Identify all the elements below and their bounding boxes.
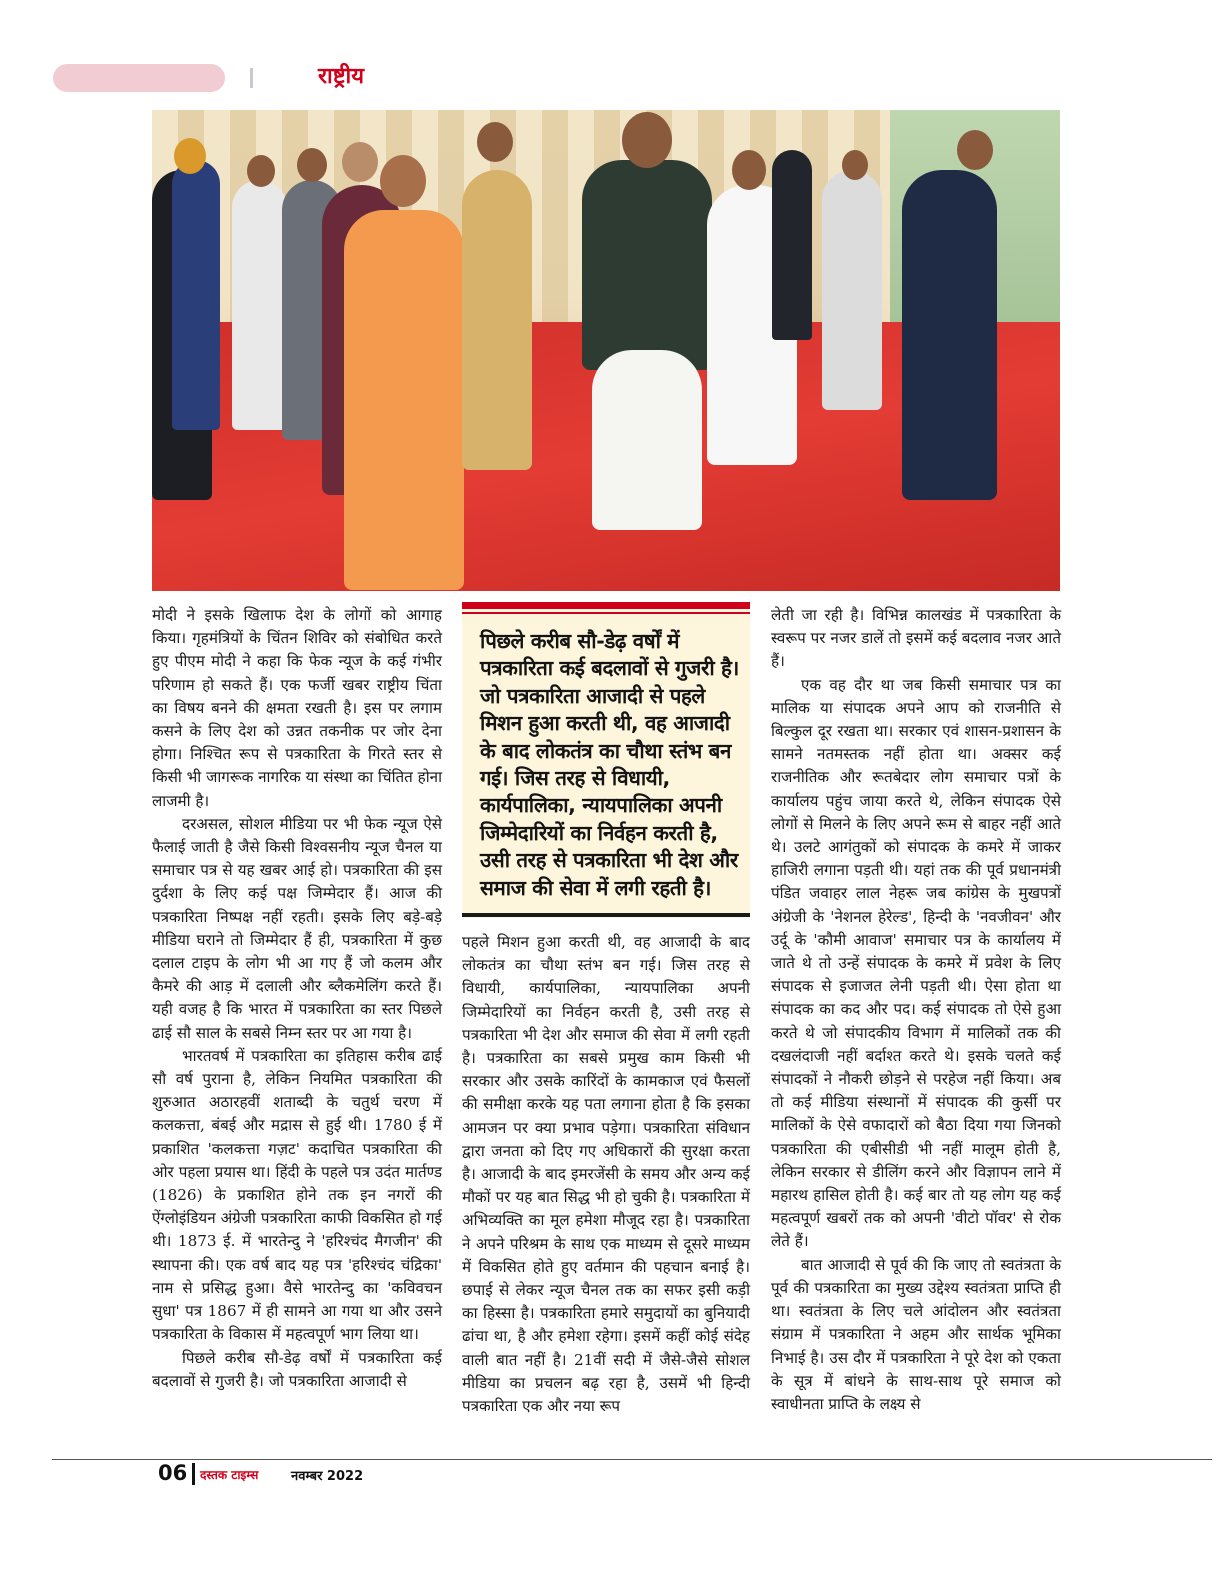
section-title: राष्ट्रीय xyxy=(318,64,365,89)
footer-separator xyxy=(192,1463,195,1485)
photo-figure xyxy=(592,350,702,530)
photo-figure xyxy=(344,210,464,590)
photo-figure-head xyxy=(957,130,993,170)
photo-figure-head xyxy=(174,138,206,174)
group-walking-photo xyxy=(152,110,1060,591)
paragraph: बात आजादी से पूर्व की कि जाए तो स्वतंत्रता के पूर्व की पत्रकारिता का मुख्य उद्देश्य स्वतंत्रता प्राप्ति ही था। स्वतंत्रता के लिए चले आंदोलन और स्वतंत्रता संग्राम में पत्रकारिता ने अहम और सार्थक भूमिका निभाई है। उस दौर में पत्रकारिता ने पूरे देश को एकता के सूत्र में बांधने के साथ-साथ पूरे समाज को स्वाधीनता प्राप्ति के लक्ष्य से xyxy=(771,1255,1061,1413)
paragraph: दरअसल, सोशल मीडिया पर भी फेक न्यूज ऐसे फैलाई जाती है जैसे किसी विश्वसनीय न्यूज चैनल या समाचार पत्र से यह खबर आई हो। पत्रकारिता की इस दुर्दशा के लिए कई पक्ष जिम्मेदार हैं। आज की पत्रकारिता निष्पक्ष नहीं रहती। इसके लिए बड़े-बड़े मीडिया घराने तो जिम्मेदार हैं ही, पत्रकारिता में कुछ दलाल टाइप के लोग भी आ गए हैं जो कलम और कैमरे की आड़ में दलाली और ब्लैकमेलिंग करते हैं। यही वजह है कि भारत में पत्रकारिता का स्तर पिछले ढाई सौ साल के सबसे निम्न स्तर पर आ गया है। xyxy=(152,814,442,1042)
pullquote-top-rule xyxy=(462,602,750,609)
pullquote-top-rule-thin xyxy=(462,612,750,614)
photo-figure-head xyxy=(380,155,426,207)
photo-figure-head xyxy=(297,148,327,182)
header-pill xyxy=(53,64,225,92)
paragraph: पहले मिशन हुआ करती थी, वह आजादी के बाद लोकतंत्र का चौथा स्तंभ बन गई। जिस तरह से विधायी, कार्यपालिका, न्यायपालिका अपनी जिम्मेदारियों का निर्वहन करती है, उसी तरह से पत्रकारिता भी देश और समाज की सेवा में लगी रहती है। पत्रकारिता का सबसे प्रमुख काम किसी भी सरकार और उसके कारिंदों के कामकाज एवं फैसलों की समीक्षा करके यह पता लगाना होता है कि इसका आमजन पर क्या प्रभाव पड़ेगा। पत्रकारिता संविधान द्वारा जनता को दिए गए अधिकारों की सुरक्षा करता है। आजादी के बाद इमरजेंसी के समय और अन्य कई मौकों पर यह बात सिद्ध भी हो चुकी है। पत्रकारिता में अभिव्यक्ति का मूल हमेशा मौजूद रहा है। पत्रकारिता ने अपने परिश्रम के साथ एक माध्यम से दूसरे माध्यम में विकसित होते हुए वर्तमान की पहचान बनाई है। छपाई से लेकर न्यूज चैनल तक का सफर इसी कड़ी का हिस्सा है। पत्रकारिता हमारे समुदायों का बुनियादी ढांचा था, है और हमेशा रहेगा। इसमें कहीं कोई संदेह वाली बात नहीं है। 21वीं सदी में जैसे-जैसे सोशल मीडिया का प्रचलन बढ़ रहा है, उसमें भी हिन्दी पत्रकारिता एक और नया रूप xyxy=(462,933,750,1416)
issue-date: नवम्बर 2022 xyxy=(291,1469,364,1484)
photo-figure xyxy=(172,160,220,430)
paragraph: लेती जा रही है। विभिन्न कालखंड में पत्रकारिता के स्वरूप पर नजर डालें तो इसमें कई बदलाव नजर आते हैं। xyxy=(771,606,1061,671)
article-column-1 xyxy=(152,604,442,1393)
paragraph: एक वह दौर था जब किसी समाचार पत्र का मालिक या संपादक अपने आप को राजनीति से बिल्कुल दूर रखता था। सरकार एवं शासन-प्रशासन के सामने नतमस्तक नहीं होता था। अक्सर कई राजनीतिक और रूतबेदार लोग समाचार पत्रों के कार्यालय पहुंच जाया करते थे, लेकिन संपादक ऐसे लोगों से मिलने के लिए अपने रूम से बाहर नहीं आते थे। उलटे आगंतुकों को संपादक के कमरे में जाकर हाजिरी लगाना पड़ती थी। यहां तक की पूर्व प्रधानमंत्री पंडित जवाहर लाल नेहरू जब कांग्रेस के मुखपत्रों अंग्रेजी के 'नेशनल हेरेल्ड', हिन्दी के 'नवजीवन' और उर्दू के 'कौमी आवाज' समाचार पत्र के कार्यालय में जाते थे तो उन्हें संपादक के कमरे में प्रवेश के लिए संपादक से इजाजत लेनी पड़ती थी। ऐसा होता था संपादक का कद और पद। कई संपादक तो ऐसे हुआ करते थे जो संपादकीय विभाग में मालिकों तक की दखलंदाजी नहीं बर्दाश्त करते थे। इसके चलते कई संपादकों ने नौकरी छोड़ने से परहेज नहीं किया। अब तो कई मीडिया संस्थानों में संपादक की कुर्सी पर मालिकों के ऐसे वफादारों को बैठा दिया गया जिनको पत्रकारिता की एबीसीडी भी नहीं मालूम होती है, लेकिन सरकार से डीलिंग करने और विज्ञापन लाने में महारथ हासिल होती है। कई बार तो यह लोग यह कई महत्वपूर्ण खबरों तक को अपनी 'वीटो पॉवर' से रोक लेते हैं। xyxy=(771,675,1061,1251)
paragraph: मोदी ने इसके खिलाफ देश के लोगों को आगाह किया। गृहमंत्रियों के चिंतन शिविर को संबोधित करते हुए पीएम मोदी ने कहा कि फेक न्यूज के कई गंभीर परिणाम हो सकते हैं। एक फर्जी खबर राष्ट्रीय चिंता का विषय बनने की क्षमता रखती है। इस पर लगाम कसने के लिए देश को उन्नत तकनीक पर जोर देना होगा। निश्चित रूप से पत्रकारिता के गिरते स्तर से किसी भी जागरूक नागरिक या संस्था का चिंतित होना लाजमी है। xyxy=(152,606,443,810)
photo-figure-head xyxy=(247,155,275,187)
magazine-name: दस्तक टाइम्स xyxy=(200,1468,259,1482)
photo-figure xyxy=(822,170,882,410)
photo-figure xyxy=(902,170,997,500)
photo-figure-head xyxy=(622,112,672,168)
photo-figure xyxy=(232,180,287,430)
photo-figure-head xyxy=(477,122,513,162)
article-column-3 xyxy=(771,604,1061,1416)
pullquote-text: पिछले करीब सौ-डेढ़ वर्षों में पत्रकारिता कई बदलावों से गुजरी है। जो पत्रकारिता आजादी से पहले मिशन हुआ करती थी, वह आजादी के बाद लोकतंत्र का चौथा स्तंभ बन गई। जिस तरह से विधायी, कार्यपालिका, न्यायपालिका अपनी जिम्मेदारियों का निर्वहन करती है, उसी तरह से पत्रकारिता भी देश और समाज की सेवा में लगी रहती है। xyxy=(480,629,739,900)
paragraph: भारतवर्ष में पत्रकारिता का इतिहास करीब ढाई सौ वर्ष पुराना है, लेकिन नियमित पत्रकारिता की शुरुआत अठारहवीं शताब्दी के चतुर्थ चरण में कलकत्ता, बंबई और मद्रास से हुई थी। 1780 ई में प्रकाशित 'कलकत्ता गज़ट' कदाचित पत्रकारिता की ओर पहला प्रयास था। हिंदी के पहले पत्र उदंत मार्तण्ड (1826) के प्रकाशित होने तक इन नगरों की ऐंग्लोइंडियन अंग्रेजी पत्रकारिता काफी विकसित हो गई थी। 1873 ई. में भारतेन्दु ने 'हरिश्चंद मैगजीन' की स्थापना की। एक वर्ष बाद यह पत्र 'हरिश्चंद चंद्रिका' नाम से प्रसिद्ध हुआ। वैसे भारतेन्दु का 'कविवचन सुधा' पत्र 1867 में ही सामने आ गया था और उसने पत्रकारिता के विकास में महत्वपूर्ण भाग लिया था। xyxy=(152,1046,442,1344)
page-number: 06 xyxy=(158,1461,188,1485)
header-separator xyxy=(250,68,253,88)
photo-figure-head xyxy=(732,150,766,190)
photo-figure-head xyxy=(342,142,378,182)
photo-figure xyxy=(462,170,532,470)
footer-rule xyxy=(52,1459,1212,1460)
photo-figure xyxy=(772,150,812,340)
photo-figure-head xyxy=(842,150,868,180)
pullquote-bottom-rule xyxy=(462,913,750,917)
photo-figure xyxy=(582,160,712,370)
article-column-2 xyxy=(462,931,750,1418)
paragraph: पिछले करीब सौ-डेढ़ वर्षों में पत्रकारिता कई बदलावों से गुजरी है। जो पत्रकारिता आजादी से xyxy=(152,1348,442,1390)
